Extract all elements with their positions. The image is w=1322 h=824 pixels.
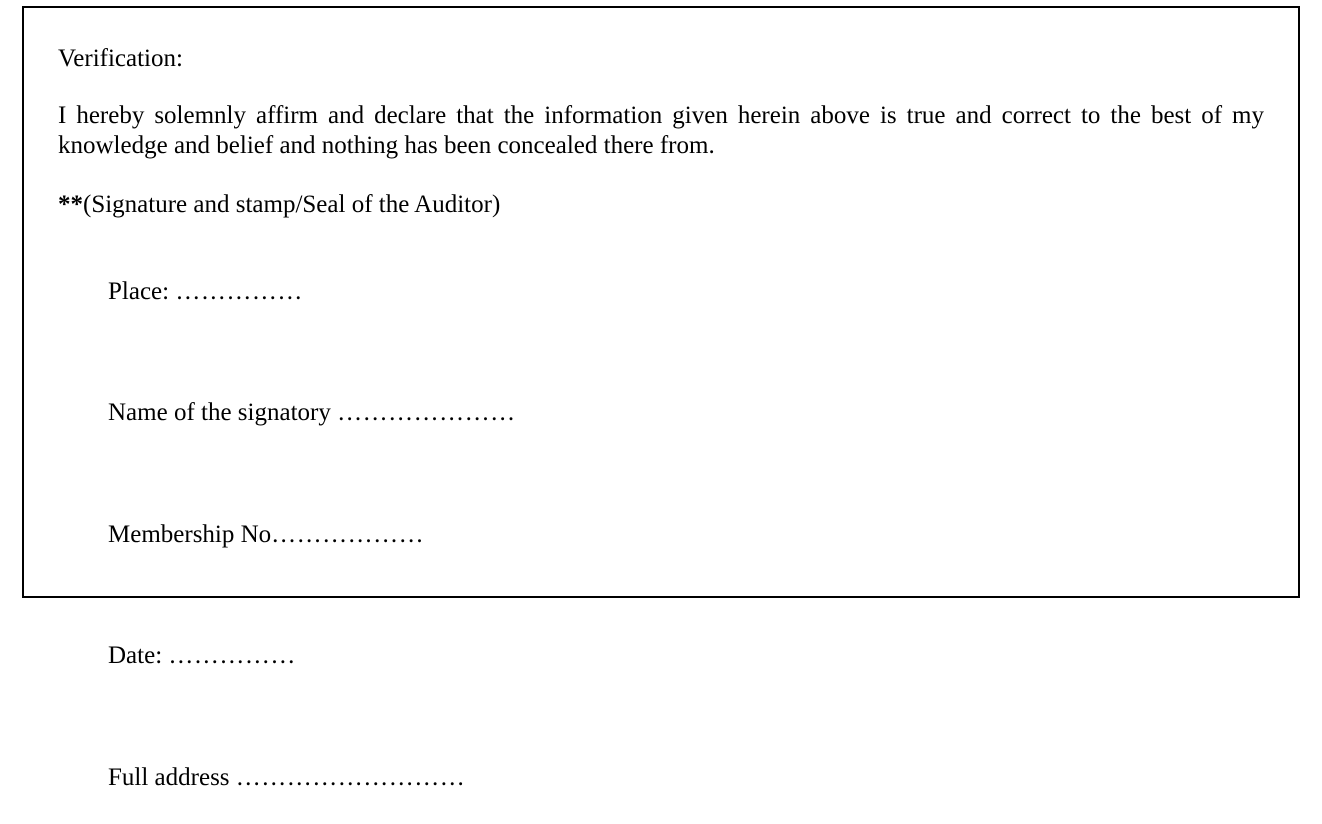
field-name-of-signatory-label: Name of the signatory (108, 399, 338, 426)
field-full-address (58, 732, 1264, 824)
field-date (58, 611, 1264, 703)
verification-content (58, 44, 1264, 824)
field-name-of-signatory-dots: ………………… (337, 399, 516, 426)
field-date-label: Date: (108, 642, 169, 669)
field-date-dots: …………… (168, 642, 296, 669)
field-name-of-signatory (58, 368, 1264, 460)
field-place-label: Place: (108, 277, 176, 305)
field-membership-no-label: Membership No (108, 520, 272, 548)
field-place (58, 246, 1264, 338)
signature-note-marker: ** (58, 190, 83, 218)
declaration-paragraph: I hereby solemnly affirm and declare that the information given herein above is true and correct to the best of my knowledge and belief and nothing has been concealed there from. (58, 101, 1264, 159)
signature-note (58, 190, 1264, 221)
field-membership-no (58, 489, 1264, 581)
signature-note-text: (Signature and stamp/Seal of the Auditor) (83, 190, 501, 218)
field-full-address-label: Full address (108, 763, 236, 791)
verification-heading: Verification: (58, 45, 183, 72)
field-full-address-dots: ……………………… (235, 763, 466, 791)
field-place-dots: …………… (175, 277, 303, 305)
verification-box (22, 6, 1300, 791)
field-membership-no-dots: ……………… (271, 520, 425, 548)
